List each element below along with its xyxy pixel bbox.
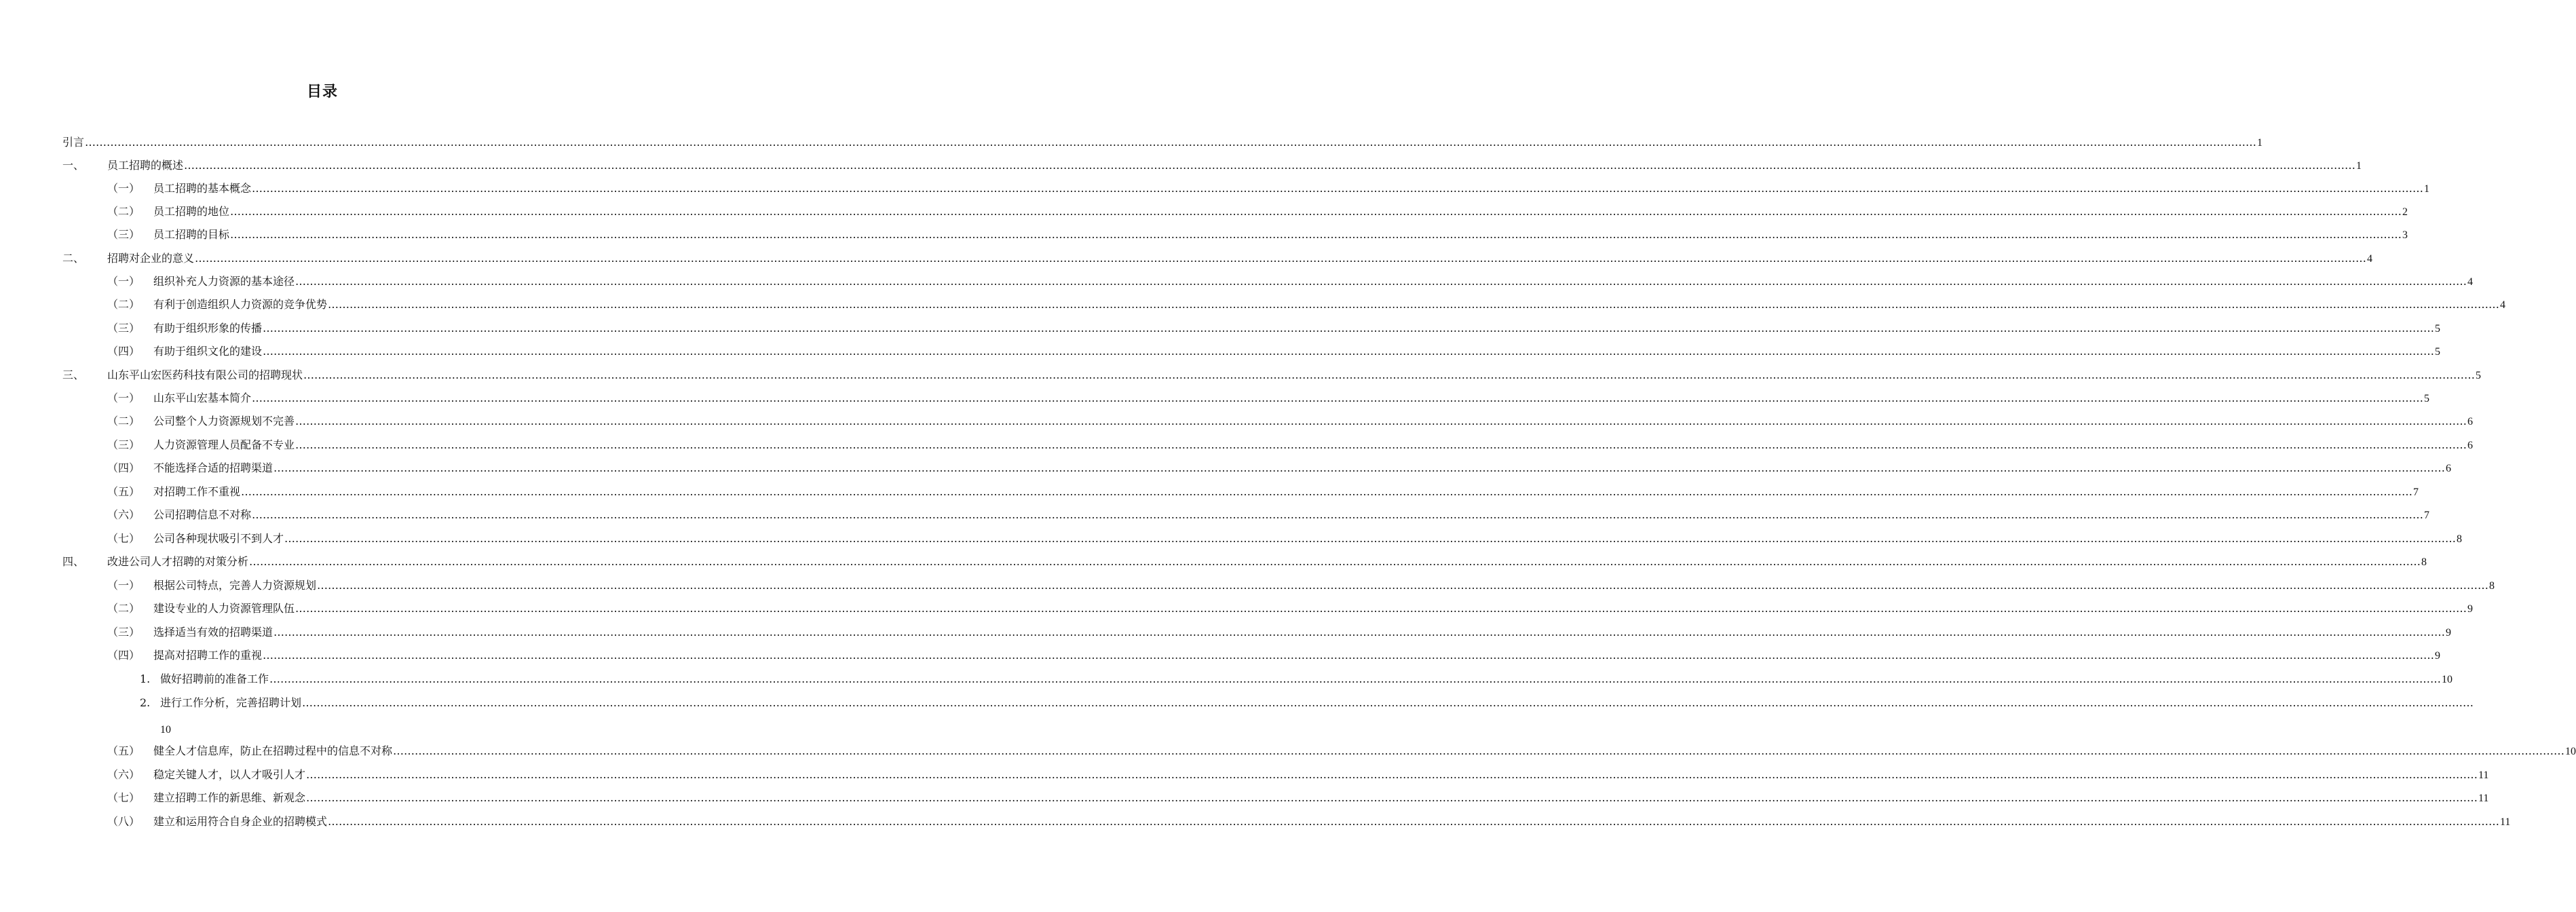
toc-entry-page-number: 9	[2446, 627, 2452, 639]
toc-entry-number: （五）	[107, 744, 140, 757]
toc-entry-title: 健全人才信息库，防止在招聘过程中的信息不对称	[153, 744, 393, 757]
dot-leader: ……………………………………………………………………………………………………………………………………………………………………………………………………………………………………………………………………………………………………………………………………………………………………………………………………………………………………………………………………………………………………………………………………………………	[263, 345, 2435, 358]
toc-entry-number: 二、	[62, 252, 85, 265]
toc-entry-page-number: 2	[2402, 206, 2408, 218]
toc-continuation-page-number: 10	[160, 724, 171, 736]
toc-entry-page-number: 1	[2424, 183, 2430, 195]
toc-entry[interactable]	[107, 624, 2452, 641]
dot-leader: ……………………………………………………………………………………………………………………………………………………………………………………………………………………………………………………………………………………………………………………………………………………………………………………………………………………………………………………………………………………………………………………………………………………	[317, 579, 2489, 592]
toc-entry-title: 根据公司特点，完善人力资源规划	[153, 579, 317, 592]
dot-leader: ……………………………………………………………………………………………………………………………………………………………………………………………………………………………………………………………………………………………………………………………………………………………………………………………………………………………………………………………………………………………………………………………………………………	[306, 768, 2478, 781]
toc-entry-page-number: 11	[2500, 816, 2511, 828]
toc-entry-title: 进行工作分析，完善招聘计划	[160, 696, 302, 709]
toc-entry[interactable]	[107, 320, 2441, 337]
toc-entry-page-number: 4	[2500, 299, 2506, 311]
toc-entry-title: 员工招聘的地位	[153, 205, 230, 218]
toc-entry[interactable]	[62, 367, 2482, 383]
toc-entry[interactable]	[107, 647, 2441, 664]
dot-leader: ……………………………………………………………………………………………………………………………………………………………………………………………………………………………………………………………………………………………………………………………………………………………………………………………………………………………………………………………………………………………………………………………………………………	[230, 228, 2402, 241]
dot-leader: ……………………………………………………………………………………………………………………………………………………………………………………………………………………………………………………………………………………………………………………………………………………………………………………………………………………………………………………………………………………………………………………………………………………	[263, 649, 2435, 662]
toc-entry-title: 公司整个人力资源规划不完善	[153, 415, 295, 428]
toc-entry-number: （一）	[107, 182, 140, 195]
toc-entry-title: 不能选择合适的招聘渠道	[153, 461, 273, 474]
toc-entry-page-number: 5	[2435, 323, 2441, 335]
toc-entry[interactable]	[107, 273, 2474, 290]
toc-entry-page-number: 10	[2442, 674, 2453, 685]
toc-entry-title: 招聘对企业的意义	[107, 252, 195, 265]
toc-entry-title: 做好招聘前的准备工作	[160, 672, 269, 685]
toc-entry-page-number: 8	[2421, 556, 2427, 568]
toc-entry-title: 对招聘工作不重视	[153, 485, 241, 498]
dot-leader: ……………………………………………………………………………………………………………………………………………………………………………………………………………………………………………………………………………………………………………………………………………………………………………………………………………………………………………………………………………………………………………………………………………………	[241, 485, 2413, 498]
dot-leader: ……………………………………………………………………………………………………………………………………………………………………………………………………………………………………………………………………………………………………………………………………………………………………………………………………………………………………………………………………………………………………………………………………………………	[393, 744, 2565, 757]
toc-entry-page-number: 6	[2467, 440, 2474, 451]
toc-entry-number: （四）	[107, 461, 140, 474]
toc-entry-number: （四）	[107, 345, 140, 358]
toc-entry[interactable]	[107, 413, 2474, 430]
toc-entry-title: 员工招聘的目标	[153, 228, 230, 241]
toc-entry-title: 有利于创造组织人力资源的竞争优势	[153, 298, 328, 311]
toc-entry-title: 建立招聘工作的新思维、新观念	[153, 791, 306, 804]
toc-entry-page-number: 11	[2478, 793, 2489, 804]
toc-entry[interactable]	[62, 554, 2427, 570]
toc-entry-number: 四、	[62, 555, 85, 568]
toc-entry-number: （二）	[107, 602, 140, 615]
dot-leader: ……………………………………………………………………………………………………………………………………………………………………………………………………………………………………………………………………………………………………………………………………………………………………………………………………………………………………………………………………………………………………………………………………………………	[328, 298, 2500, 311]
dot-leader: ……………………………………………………………………………………………………………………………………………………………………………………………………………………………………………………………………………………………………………………………………………………………………………………………………………………………………………………………………………………………………………………………………………………	[295, 415, 2467, 428]
toc-entry-page-number: 9	[2467, 603, 2474, 615]
toc-entry[interactable]	[107, 343, 2441, 360]
toc-entry-page-number: 7	[2424, 510, 2430, 521]
toc-entry[interactable]	[107, 437, 2474, 453]
toc-entry-title: 山东平山宏基本简介	[153, 392, 252, 404]
toc-entry[interactable]	[107, 577, 2495, 594]
toc-entry-page-number: 3	[2402, 229, 2408, 241]
toc-entry-number: （三）	[107, 626, 140, 639]
dot-leader: ……………………………………………………………………………………………………………………………………………………………………………………………………………………………………………………………………………………………………………………………………………………………………………………………………………………………………………………………………………………………………………………………………………………	[328, 815, 2500, 828]
toc-entry-number: （二）	[107, 415, 140, 428]
dot-leader: ……………………………………………………………………………………………………………………………………………………………………………………………………………………………………………………………………………………………………………………………………………………………………………………………………………………………………………………………………………………………………………………………………………………	[184, 159, 2356, 172]
toc-entry-title: 引言	[62, 136, 85, 149]
toc-entry[interactable]	[107, 507, 2430, 523]
dot-leader: ……………………………………………………………………………………………………………………………………………………………………………………………………………………………………………………………………………………………………………………………………………………………………………………………………………………………………………………………………………………………………………………………………………………	[306, 791, 2478, 804]
toc-entry-number: 三、	[62, 368, 85, 381]
toc-entry-number: （三）	[107, 228, 140, 241]
dot-leader: ……………………………………………………………………………………………………………………………………………………………………………………………………………………………………………………………………………………………………………………………………………………………………………………………………………………………………………………………………………………………………………………………………………………	[295, 438, 2467, 451]
toc-entry-page-number: 6	[2446, 463, 2452, 474]
toc-entry[interactable]	[107, 180, 2430, 197]
dot-leader: ……………………………………………………………………………………………………………………………………………………………………………………………………………………………………………………………………………………………………………………………………………………………………………………………………………………………………………………………………………………………………………………………………………………	[269, 672, 2442, 685]
toc-entry-page-number: 6	[2467, 416, 2474, 428]
toc-entry-title: 建立和运用符合自身企业的招聘模式	[153, 815, 328, 828]
toc-entry[interactable]	[107, 531, 2463, 547]
toc-entry-number: （二）	[107, 205, 140, 218]
toc-entry-number: 1.	[140, 672, 151, 685]
toc-entry[interactable]	[107, 484, 2419, 500]
toc-entry-title: 有助于组织形象的传播	[153, 322, 263, 335]
toc-entry[interactable]	[107, 601, 2474, 617]
toc-entry-page-number: 1	[2356, 160, 2362, 172]
toc-entry-number: （六）	[107, 768, 140, 781]
toc-entry-page-number: 10	[2565, 746, 2576, 757]
toc-entry-number: （八）	[107, 815, 140, 828]
toc-entry-page-number: 7	[2413, 487, 2419, 498]
dot-leader: ……………………………………………………………………………………………………………………………………………………………………………………………………………………………………………………………………………………………………………………………………………………………………………………………………………………………………………………………………………………………………………………………………………………	[295, 275, 2467, 288]
page-title: 目录	[306, 83, 338, 100]
toc-entry-title: 建设专业的人力资源管理队伍	[153, 602, 295, 615]
toc-entry-page-number: 4	[2367, 253, 2373, 265]
toc-entry-page-number: 4	[2467, 276, 2474, 288]
dot-leader: ……………………………………………………………………………………………………………………………………………………………………………………………………………………………………………………………………………………………………………………………………………………………………………………………………………………………………………………………………………………………………………………………………………………	[195, 252, 2367, 265]
dot-leader: ……………………………………………………………………………………………………………………………………………………………………………………………………………………………………………………………………………………………………………………………………………………………………………………………………………………………………………………………………………………………………………………………………………………	[303, 368, 2476, 381]
toc-entry-page-number: 8	[2489, 580, 2495, 592]
toc-entry-page-number: 11	[2478, 770, 2489, 781]
dot-leader: ……………………………………………………………………………………………………………………………………………………………………………………………………………………………………………………………………………………………………………………………………………………………………………………………………………………………………………………………………………………………………………………………………………………	[295, 602, 2467, 615]
dot-leader: ……………………………………………………………………………………………………………………………………………………………………………………………………………………………………………………………………………………………………………………………………………………………………………………………………………………………………………………………………………………………………………………………………………………	[85, 136, 2257, 149]
toc-entry[interactable]	[107, 790, 2489, 806]
toc-entry-title: 员工招聘的概述	[107, 159, 184, 172]
dot-leader: ……………………………………………………………………………………………………………………………………………………………………………………………………………………………………………………………………………………………………………………………………………………………………………………………………………………………………………………………………………………………………………………………………………………	[284, 532, 2457, 545]
toc-entry-number: （一）	[107, 392, 140, 404]
toc-entry[interactable]	[62, 250, 2373, 267]
toc-entry-title: 改进公司人才招聘的对策分析	[107, 555, 249, 568]
toc-entry[interactable]	[107, 814, 2511, 830]
toc-entry-number: （四）	[107, 649, 140, 662]
toc-entry[interactable]	[107, 743, 2576, 759]
dot-leader: ……………………………………………………………………………………………………………………………………………………………………………………………………………………………………………………………………………………………………………………………………………………………………………………………………………………………………………………………………………………………………………………………………………………	[273, 626, 2446, 639]
toc-entry-page-number: 9	[2435, 650, 2441, 662]
toc-entry-title: 提高对招聘工作的重视	[153, 649, 263, 662]
toc-entry[interactable]	[107, 390, 2430, 406]
toc-entry-number: （一）	[107, 275, 140, 288]
toc-entry-page-number: 1	[2257, 137, 2263, 149]
toc-entry[interactable]	[62, 134, 2263, 151]
toc-entry-title: 公司各种现状吸引不到人才	[153, 532, 284, 545]
dot-leader: ……………………………………………………………………………………………………………………………………………………………………………………………………………………………………………………………………………………………………………………………………………………………………………………………………………………………………………………………………………………………………………………………………………………	[273, 461, 2446, 474]
toc-entry-page-number: 5	[2424, 393, 2430, 404]
toc-entry-title: 人力资源管理人员配备不专业	[153, 438, 295, 451]
toc-entry-title: 员工招聘的基本概念	[153, 182, 252, 195]
dot-leader: ……………………………………………………………………………………………………………………………………………………………………………………………………………………………………………………………………………………………………………………………………………………………………………………………………………………………………………………………………………………………………………………………………………………	[263, 322, 2435, 335]
toc-entry[interactable]	[107, 297, 2506, 313]
toc-entry-number: （六）	[107, 508, 140, 521]
toc-entry-title: 山东平山宏医药科技有限公司的招聘现状	[107, 368, 303, 381]
toc-entry[interactable]	[107, 767, 2489, 783]
toc-entry-title: 组织补充人力资源的基本途径	[153, 275, 295, 288]
toc-entry-page-number: 8	[2457, 533, 2463, 545]
toc-entry-number: 一、	[62, 159, 85, 172]
toc-entry-number: （三）	[107, 322, 140, 335]
toc-entry[interactable]	[107, 227, 2408, 243]
toc-entry-title: 稳定关键人才，以人才吸引人才	[153, 768, 306, 781]
dot-leader: ……………………………………………………………………………………………………………………………………………………………………………………………………………………………………………………………………………………………………………………………………………………………………………………………………………………………………………………………………………………………………………………………………………………	[252, 392, 2424, 404]
toc-entry-number: （七）	[107, 532, 140, 545]
toc-entry-number: 2.	[140, 696, 151, 709]
toc-entry[interactable]	[107, 460, 2452, 476]
toc-entry[interactable]	[140, 695, 2474, 711]
toc-entry-number: （五）	[107, 485, 140, 498]
dot-leader: ……………………………………………………………………………………………………………………………………………………………………………………………………………………………………………………………………………………………………………………………………………………………………………………………………………………………………………………………………………………………………………………………………………………	[252, 508, 2424, 521]
toc-entry-title: 选择适当有效的招聘渠道	[153, 626, 273, 639]
dot-leader: ……………………………………………………………………………………………………………………………………………………………………………………………………………………………………………………………………………………………………………………………………………………………………………………………………………………………………………………………………………………………………………………………………………………	[249, 555, 2421, 568]
toc-entry[interactable]	[140, 671, 2453, 687]
toc-entry-title: 公司招聘信息不对称	[153, 508, 252, 521]
dot-leader: ……………………………………………………………………………………………………………………………………………………………………………………………………………………………………………………………………………………………………………………………………………………………………………………………………………………………………………………………………………………………………………………………………………………	[252, 182, 2424, 195]
toc-entry-number: （一）	[107, 579, 140, 592]
toc-entry-number: （七）	[107, 791, 140, 804]
dot-leader: ……………………………………………………………………………………………………………………………………………………………………………………………………………………………………………………………………………………………………………………………………………………………………………………………………………………………………………………………………………………………………………………………………………………	[302, 696, 2474, 709]
toc-entry[interactable]	[107, 204, 2408, 220]
toc-entry-page-number: 5	[2435, 346, 2441, 358]
toc-entry-number: （二）	[107, 298, 140, 311]
toc-entry[interactable]	[62, 157, 2362, 174]
toc-entry-page-number: 5	[2476, 370, 2482, 381]
dot-leader: ……………………………………………………………………………………………………………………………………………………………………………………………………………………………………………………………………………………………………………………………………………………………………………………………………………………………………………………………………………………………………………………………………………………	[230, 205, 2402, 218]
toc-entry-number: （三）	[107, 438, 140, 451]
toc-entry-title: 有助于组织文化的建设	[153, 345, 263, 358]
